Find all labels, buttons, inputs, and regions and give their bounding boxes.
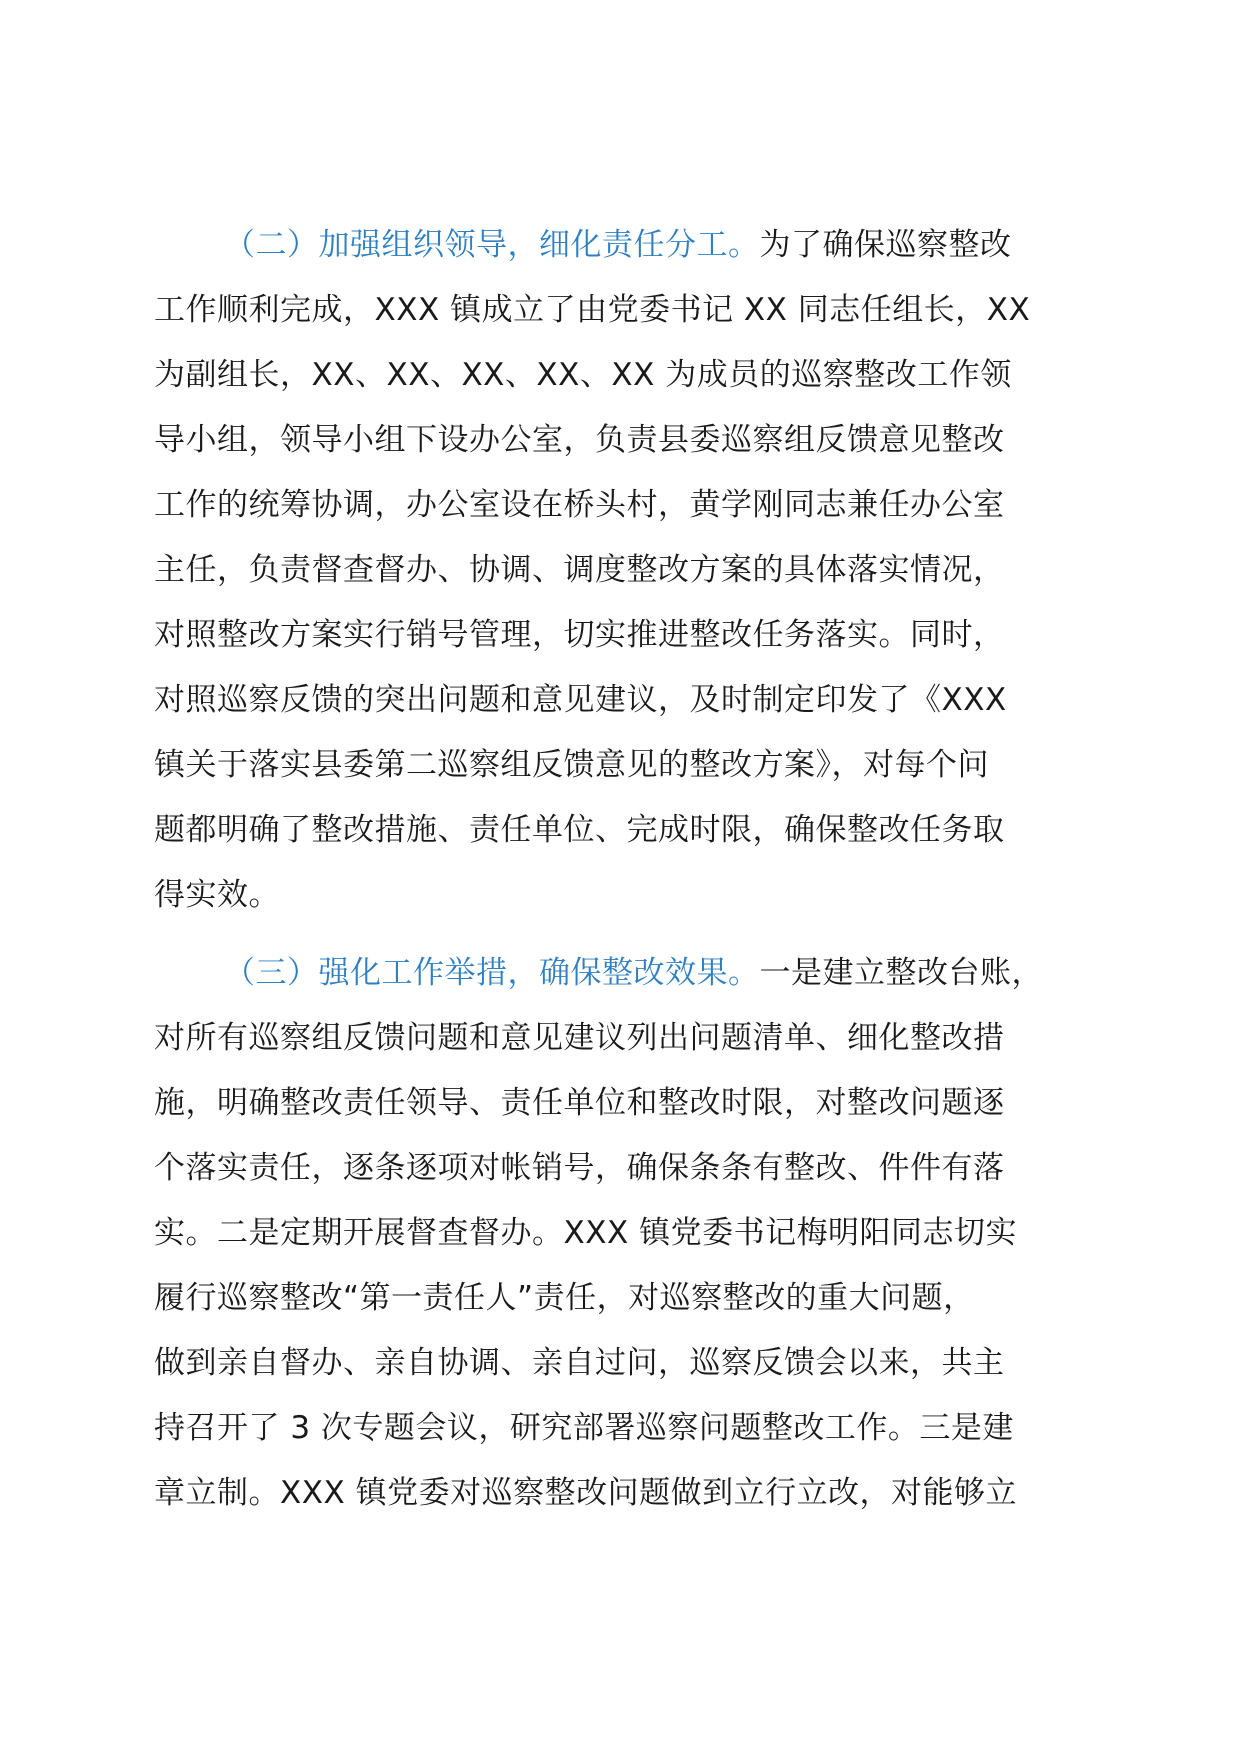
text-line: 工作顺利完成，XXX 镇成立了由党委书记 XX 同志任组长，XX bbox=[154, 292, 1031, 328]
text-line: 对照整改方案实行销号管理，切实推进整改任务落实。同时， bbox=[154, 617, 1005, 653]
section-heading: （二）加强组织领导，细化责任分工。 bbox=[224, 227, 760, 263]
text-line: 题都明确了整改措施、责任单位、完成时限，确保整改任务取 bbox=[154, 812, 1005, 848]
text-line: 章立制。XXX 镇党委对巡察整改问题做到立行立改，对能够立 bbox=[154, 1475, 1018, 1511]
text-line: 工作的统筹协调，办公室设在桥头村，黄学刚同志兼任办公室 bbox=[154, 487, 1005, 523]
paragraph-first-line bbox=[154, 213, 1094, 278]
paragraph-work-measures bbox=[154, 941, 1094, 1526]
text-line: 履行巡察整改“第一责任人”责任，对巡察整改的重大问题， bbox=[154, 1280, 975, 1316]
text-line: 持召开了 3 次专题会议，研究部署巡察问题整改工作。三是建 bbox=[154, 1410, 1014, 1446]
paragraph-organization-leadership bbox=[154, 213, 1094, 928]
text-line: 对所有巡察组反馈问题和意见建议列出问题清单、细化整改措 bbox=[154, 1020, 1005, 1056]
text-line: 镇关于落实县委第二巡察组反馈意见的整改方案》，对每个问 bbox=[154, 747, 989, 783]
section-heading: （三）强化工作举措，确保整改效果。 bbox=[224, 955, 760, 991]
text-line: 做到亲自督办、亲自协调、亲自过问，巡察反馈会以来，共主 bbox=[154, 1345, 1005, 1381]
text-line: 主任，负责督查督办、协调、调度整改方案的具体落实情况， bbox=[154, 552, 1005, 588]
paragraph-first-line bbox=[154, 941, 1094, 1006]
body-text: 一是建立整改台账， bbox=[759, 955, 1043, 991]
text-line: 施，明确整改责任领导、责任单位和整改时限，对整改问题逐 bbox=[154, 1085, 1005, 1121]
text-line: 个落实责任，逐条逐项对帐销号，确保条条有整改、件件有落 bbox=[154, 1150, 1005, 1186]
text-line: 对照巡察反馈的突出问题和意见建议，及时制定印发了《XXX bbox=[154, 682, 1007, 718]
text-line: 导小组，领导小组下设办公室，负责县委巡察组反馈意见整改 bbox=[154, 422, 1005, 458]
text-line: 得实效。 bbox=[154, 877, 280, 913]
text-line: 实。二是定期开展督查督办。XXX 镇党委书记梅明阳同志切实 bbox=[154, 1215, 1018, 1251]
text-line: 为副组长，XX、XX、XX、XX、XX 为成员的巡察整改工作领 bbox=[154, 357, 1012, 393]
body-text: 为了确保巡察整改 bbox=[759, 227, 1012, 263]
